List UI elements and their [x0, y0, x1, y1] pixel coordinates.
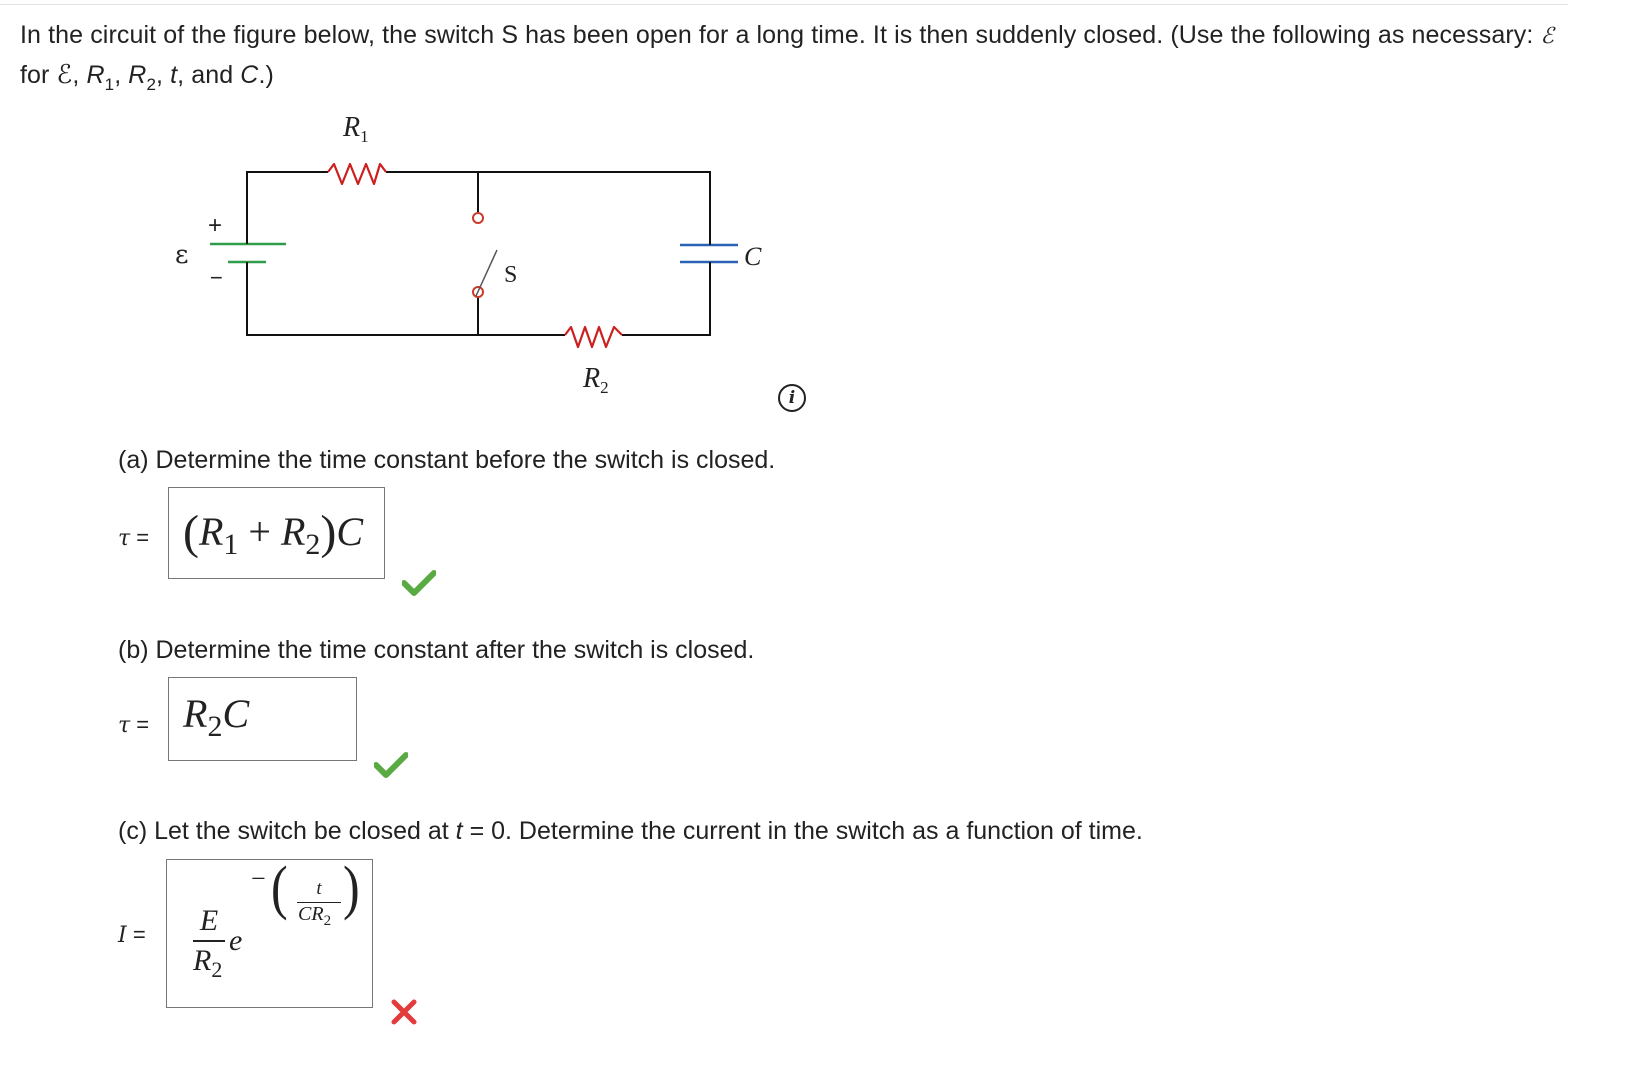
s-label: S	[504, 262, 518, 288]
battery	[210, 244, 286, 262]
tau-label-b: τ =	[118, 712, 150, 738]
question-a: (a) Determine the time constant before the switch is closed.	[118, 446, 776, 474]
incorrect-x-icon-c	[390, 998, 418, 1026]
correct-check-icon-b	[374, 752, 408, 778]
resistor-r1	[328, 164, 386, 184]
current-label-c: I =	[118, 922, 146, 948]
info-icon[interactable]: i	[778, 384, 806, 412]
minus-label: −	[210, 265, 223, 290]
plus-label: +	[208, 212, 223, 239]
resistor-r2	[565, 327, 622, 347]
circuit-diagram	[160, 100, 820, 400]
answer-input-c[interactable]: E $R_2$ e − ( t $CR_2$ )	[166, 859, 373, 1008]
problem-statement: In the circuit of the figure below, the switch S has been open for a long time. It is then suddenly closed. (Use the following as necessary: ℰ for ℰ, $R_1$, $R_2$, t, and C.)	[20, 21, 1554, 94]
tau-label-a: τ =	[118, 525, 150, 551]
r2-label: $R_2$	[583, 363, 609, 397]
top-divider	[0, 4, 1568, 5]
question-c: (c) Let the switch be closed at t = 0. Determine the current in the switch as a function of time.	[118, 817, 1143, 845]
capacitor	[680, 245, 738, 262]
circuit-wires	[247, 172, 710, 335]
question-b: (b) Determine the time constant after the switch is closed.	[118, 636, 755, 664]
correct-check-icon-a	[402, 570, 436, 596]
c-label: C	[744, 242, 762, 271]
answer-input-a[interactable]: $(R_1 + R_2)C$	[168, 487, 385, 579]
switch-s	[473, 213, 497, 297]
answer-input-b[interactable]: $R_2C$	[168, 677, 357, 761]
r1-label: $R_1$	[343, 112, 369, 146]
emf-label: ε	[175, 240, 189, 270]
